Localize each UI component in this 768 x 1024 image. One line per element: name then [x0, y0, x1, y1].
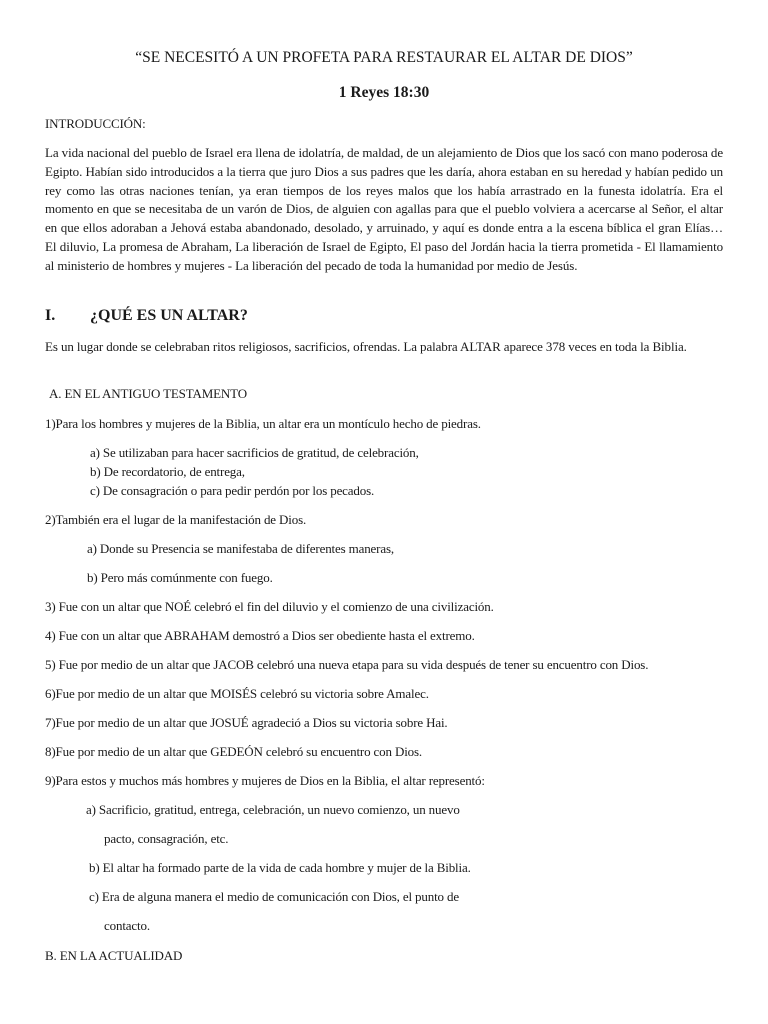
sub-list-item: a) Donde su Presencia se manifestaba de diferentes maneras, [87, 541, 394, 556]
list-item: 7)Fue por medio de un altar que JOSUÉ agradeció a Dios su victoria sobre Hai. [45, 715, 448, 730]
subsection-a-heading: A. EN EL ANTIGUO TESTAMENTO [49, 386, 247, 401]
list-item: 1)Para los hombres y mujeres de la Biblia, un altar era un montículo hecho de piedras. [45, 416, 481, 431]
intro-paragraph: La vida nacional del pueblo de Israel era llena de idolatría, de maldad, de un alejamiento de Dios que los sacó con mano poderosa de Egipto. Habían sido introducidos a la tierra que juro Dios a sus padres que les daría, ahora estaban en su heredad y habían pedido un rey como las otras naciones tenían, ya eran tiempos de los reyes malos que los había arrastrado en la funesta idolatría. Era el momento en que se necesitaba de un varón de Dios, de alguien con agallas para que el pueblo volviera a acercarse al Señor, el altar en que ellos adoraban a Jehová estaba abandonado, desolado, y arruinado, y aquí es donde entra a la escena bíblica el gran Elías… El diluvio, La promesa de Abraham, La liberación de Israel de Egipto, El paso del Jordán hacia la tierra prometida - El llamamiento al ministerio de hombres y mujeres - La liberación del pecado de toda la humanidad por medio de Jesús. [45, 145, 723, 273]
sub-list-item: c) De consagración o para pedir perdón por los pecados. [90, 483, 375, 498]
intro-label: INTRODUCCIÓN: [45, 116, 146, 131]
sub-list-item: a) Se utilizaban para hacer sacrificios de gratitud, de celebración, [90, 445, 419, 460]
bible-reference: 1 Reyes 18:30 [338, 84, 430, 101]
sub-list-item-continuation: pacto, consagración, etc. [104, 831, 229, 846]
subsection-b-heading: B. EN LA ACTUALIDAD [45, 948, 183, 963]
section-number: I. [45, 307, 56, 324]
sub-list-item: b) De recordatorio, de entrega, [90, 464, 245, 479]
document-title: “SE NECESITÓ A UN PROFETA PARA RESTAURAR EL ALTAR DE DIOS” [135, 49, 633, 66]
list-item: 5) Fue por medio de un altar que JACOB celebró una nueva etapa para su vida después de tener su encuentro con Dios. [45, 657, 649, 672]
section-paragraph: Es un lugar donde se celebraban ritos religiosos, sacrificios, ofrendas. La palabra ALTAR aparece 378 veces en toda la Biblia. [45, 339, 687, 354]
list-item: 9)Para estos y muchos más hombres y mujeres de Dios en la Biblia, el altar representó: [45, 773, 485, 788]
section-heading: ¿QUÉ ES UN ALTAR? [90, 307, 248, 324]
sub-list-item: c) Era de alguna manera el medio de comunicación con Dios, el punto de [89, 889, 459, 904]
list-item: 6)Fue por medio de un altar que MOISÉS celebró su victoria sobre Amalec. [45, 686, 429, 701]
list-item: 3) Fue con un altar que NOÉ celebró el fin del diluvio y el comienzo de una civilización. [45, 599, 494, 614]
sub-list-item: a) Sacrificio, gratitud, entrega, celebración, un nuevo comienzo, un nuevo [86, 802, 460, 817]
sub-list-item: b) El altar ha formado parte de la vida de cada hombre y mujer de la Biblia. [89, 860, 471, 875]
sub-list-item: b) Pero más comúnmente con fuego. [87, 570, 273, 585]
list-item: 4) Fue con un altar que ABRAHAM demostró a Dios ser obediente hasta el extremo. [45, 628, 475, 643]
list-item: 2)También era el lugar de la manifestación de Dios. [45, 512, 307, 527]
list-item: 8)Fue por medio de un altar que GEDEÓN celebró su encuentro con Dios. [45, 744, 423, 759]
sub-list-item-continuation: contacto. [104, 918, 150, 933]
